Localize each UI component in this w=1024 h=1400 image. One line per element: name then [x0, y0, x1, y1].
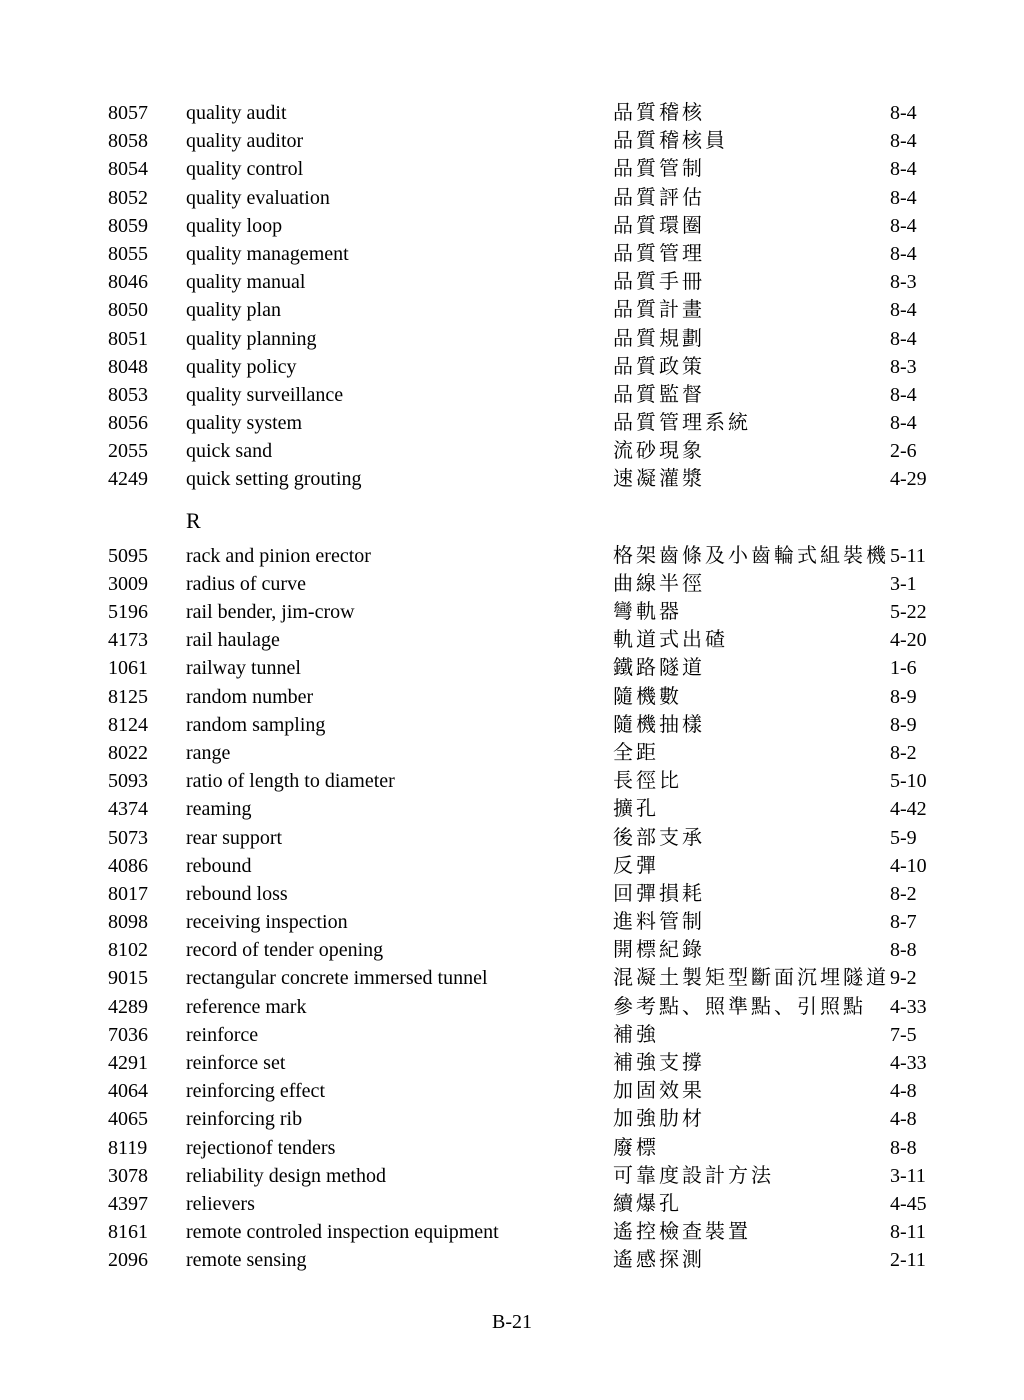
glossary-row: [0, 852, 1024, 880]
term-english: reinforcing effect: [186, 1080, 325, 1103]
term-chinese: 格架齒條及小齒輪式組裝機: [613, 544, 889, 567]
glossary-row: [0, 1246, 1024, 1274]
term-page-ref: 4-33: [890, 1052, 927, 1074]
glossary-row: [0, 683, 1024, 711]
term-chinese: 開標紀錄: [613, 939, 705, 962]
term-english: relievers: [186, 1192, 255, 1215]
term-page-ref: 4-10: [890, 854, 927, 877]
term-id: 8051: [108, 327, 148, 350]
term-page-ref: 4-8: [890, 1108, 917, 1131]
term-english: quality plan: [186, 299, 281, 322]
term-id: 4397: [108, 1192, 148, 1215]
term-english: reference mark: [186, 995, 307, 1018]
term-english: quality policy: [186, 355, 297, 378]
term-id: 4374: [108, 798, 148, 821]
term-page-ref: 8-2: [890, 882, 917, 905]
term-id: 8102: [108, 939, 148, 962]
term-english: random sampling: [186, 713, 326, 736]
term-chinese: 品質評估: [613, 186, 705, 209]
glossary-row: [0, 1218, 1024, 1246]
term-page-ref: 4-29: [890, 468, 927, 491]
term-chinese: 回彈損耗: [613, 882, 705, 905]
term-page-ref: 4-33: [890, 995, 927, 1018]
term-chinese: 隨機數: [613, 685, 682, 708]
glossary-row: [0, 880, 1024, 908]
term-english: quick setting grouting: [186, 468, 362, 491]
glossary-row: [0, 127, 1024, 155]
term-id: 8059: [108, 214, 148, 237]
term-chinese: 品質管制: [613, 158, 705, 181]
term-page-ref: 3-11: [890, 1164, 926, 1187]
term-id: 8055: [108, 242, 148, 265]
term-english: quality manual: [186, 271, 306, 294]
term-id: 2055: [108, 440, 148, 463]
term-page-ref: 8-4: [890, 412, 917, 435]
term-chinese: 速凝灌漿: [613, 468, 705, 491]
term-chinese: 品質管理系統: [613, 412, 751, 435]
glossary-row: [0, 409, 1024, 437]
term-page-ref: 3-1: [890, 572, 917, 595]
term-id: 8058: [108, 130, 148, 153]
glossary-row: [0, 1049, 1024, 1077]
term-english: remote sensing: [186, 1249, 307, 1272]
term-page-ref: 1-6: [890, 657, 917, 680]
term-page-ref: 5-9: [890, 826, 917, 849]
term-page-ref: 8-4: [890, 242, 917, 265]
term-english: receiving inspection: [186, 911, 348, 934]
glossary-row: [0, 155, 1024, 183]
term-page-ref: 5-22: [890, 601, 927, 623]
term-page-ref: 8-3: [890, 355, 917, 378]
term-id: 4064: [108, 1080, 148, 1103]
term-page-ref: 8-4: [890, 102, 917, 124]
term-chinese: 品質政策: [613, 355, 705, 378]
term-chinese: 鐵路隧道: [613, 657, 705, 680]
term-page-ref: 8-4: [890, 299, 917, 322]
term-english: reaming: [186, 798, 252, 821]
term-page-ref: 8-2: [890, 741, 917, 764]
term-chinese: 品質規劃: [613, 327, 705, 350]
term-page-ref: 9-2: [890, 967, 917, 990]
term-chinese: 參考點、照準點、引照點: [613, 995, 866, 1018]
term-id: 4289: [108, 995, 148, 1018]
glossary-row: [0, 381, 1024, 409]
term-chinese: 品質手冊: [613, 271, 705, 294]
term-english: quality planning: [186, 327, 317, 350]
term-id: 8052: [108, 186, 148, 209]
term-chinese: 加固效果: [613, 1080, 705, 1103]
glossary-row: [0, 1162, 1024, 1190]
term-chinese: 續爆孔: [613, 1192, 682, 1215]
term-english: random number: [186, 685, 314, 708]
glossary-row: [0, 1105, 1024, 1133]
term-page-ref: 8-8: [890, 939, 917, 962]
term-page-ref: 4-8: [890, 1080, 917, 1103]
term-english: quality control: [186, 158, 304, 181]
term-chinese: 品質環圈: [613, 214, 705, 237]
term-page-ref: 8-9: [890, 685, 917, 708]
term-id: 4249: [108, 468, 148, 491]
term-id: 8017: [108, 882, 148, 905]
glossary-row: [0, 1190, 1024, 1218]
term-english: reliability design method: [186, 1164, 386, 1187]
term-page-ref: 7-5: [890, 1023, 917, 1046]
term-english: record of tender opening: [186, 939, 384, 962]
term-english: rectangular concrete immersed tunnel: [186, 967, 488, 990]
term-english: ratio of length to diameter: [186, 770, 395, 793]
glossary-row: [0, 353, 1024, 381]
glossary-row: [0, 465, 1024, 493]
glossary-row: [0, 1134, 1024, 1162]
term-page-ref: 8-11: [890, 1221, 926, 1244]
term-page-ref: 4-45: [890, 1192, 927, 1215]
term-id: 2096: [108, 1249, 148, 1272]
glossary-row: [0, 240, 1024, 268]
term-english: quality system: [186, 412, 303, 435]
term-page-ref: 2-11: [890, 1249, 926, 1272]
term-page-ref: 8-7: [890, 911, 917, 934]
term-id: 8057: [108, 102, 148, 124]
glossary-row: [0, 936, 1024, 964]
glossary-row: [0, 325, 1024, 353]
term-id: 8050: [108, 299, 148, 322]
term-id: 8046: [108, 271, 148, 294]
glossary-content: [0, 99, 1024, 1336]
term-chinese: 可靠度設計方法: [613, 1164, 774, 1187]
term-id: 8161: [108, 1221, 148, 1244]
term-chinese: 品質監督: [613, 383, 705, 406]
term-english: railway tunnel: [186, 657, 301, 680]
term-id: 4173: [108, 629, 148, 652]
term-chinese: 彎軌器: [613, 601, 682, 623]
term-id: 8124: [108, 713, 148, 736]
glossary-row: [0, 711, 1024, 739]
term-page-ref: 8-4: [890, 327, 917, 350]
glossary-row: [0, 296, 1024, 324]
term-chinese: 混凝土製矩型斷面沉埋隧道: [613, 967, 889, 990]
glossary-row: [0, 542, 1024, 570]
term-id: 8054: [108, 158, 148, 181]
term-chinese: 曲線半徑: [613, 572, 705, 595]
term-chinese: 加強肋材: [613, 1108, 705, 1131]
term-english: radius of curve: [186, 572, 306, 595]
term-page-ref: 4-42: [890, 798, 927, 821]
glossary-row: [0, 1021, 1024, 1049]
glossary-row: [0, 570, 1024, 598]
term-chinese: 全距: [613, 741, 659, 764]
term-english: quality management: [186, 242, 349, 265]
term-page-ref: 4-20: [890, 629, 927, 652]
term-id: 7036: [108, 1023, 148, 1046]
term-id: 9015: [108, 967, 148, 990]
term-page-ref: 8-4: [890, 186, 917, 209]
term-page-ref: 2-6: [890, 440, 917, 463]
glossary-row: [0, 184, 1024, 212]
term-chinese: 品質管理: [613, 242, 705, 265]
term-english: rack and pinion erector: [186, 544, 371, 567]
term-id: 5095: [108, 544, 148, 567]
term-id: 8056: [108, 412, 148, 435]
term-chinese: 品質稽核: [613, 102, 705, 124]
term-english: quality auditor: [186, 130, 304, 153]
term-chinese: 流砂現象: [613, 440, 705, 463]
section-r-header: R: [186, 507, 201, 533]
glossary-row: [0, 99, 1024, 127]
section-r-rows: [0, 542, 1024, 1275]
term-chinese: 品質稽核員: [613, 130, 728, 153]
term-id: 3078: [108, 1164, 148, 1187]
term-chinese: 軌道式出碴: [613, 629, 728, 652]
term-chinese: 遙控檢查裝置: [613, 1221, 751, 1244]
term-english: quality evaluation: [186, 186, 330, 209]
term-id: 5196: [108, 601, 148, 623]
term-english: quality loop: [186, 214, 283, 237]
term-chinese: 後部支承: [613, 826, 705, 849]
term-chinese: 擴孔: [613, 798, 659, 821]
term-id: 3009: [108, 572, 148, 595]
glossary-row: [0, 1077, 1024, 1105]
glossary-row: [0, 739, 1024, 767]
glossary-row: [0, 654, 1024, 682]
term-english: reinforce: [186, 1023, 259, 1046]
term-page-ref: 8-9: [890, 713, 917, 736]
term-chinese: 廢標: [613, 1136, 659, 1159]
glossary-row: [0, 964, 1024, 992]
glossary-row: [0, 795, 1024, 823]
term-page-ref: 5-10: [890, 770, 927, 793]
term-page-ref: 8-8: [890, 1136, 917, 1159]
term-id: 1061: [108, 657, 148, 680]
term-id: 4065: [108, 1108, 148, 1131]
term-english: rebound loss: [186, 882, 288, 905]
glossary-row: [0, 437, 1024, 465]
glossary-row: [0, 767, 1024, 795]
term-id: 8048: [108, 355, 148, 378]
term-english: rail haulage: [186, 629, 280, 652]
term-chinese: 長徑比: [613, 770, 682, 793]
section-q-rows: [0, 99, 1024, 494]
term-chinese: 進料管制: [613, 911, 705, 934]
term-page-ref: 8-4: [890, 383, 917, 406]
term-chinese: 遙感探測: [613, 1249, 705, 1272]
glossary-row: [0, 212, 1024, 240]
term-page-ref: 8-4: [890, 158, 917, 181]
glossary-row: [0, 268, 1024, 296]
term-page-ref: 8-3: [890, 271, 917, 294]
term-id: 4291: [108, 1052, 148, 1074]
glossary-row: [0, 908, 1024, 936]
term-english: quality audit: [186, 102, 287, 124]
term-english: quality surveillance: [186, 383, 344, 406]
glossary-row: [0, 626, 1024, 654]
term-id: 8022: [108, 741, 148, 764]
term-page-ref: 8-4: [890, 130, 917, 153]
term-id: 5093: [108, 770, 148, 793]
term-english: range: [186, 741, 231, 764]
glossary-row: [0, 598, 1024, 626]
term-id: 5073: [108, 826, 148, 849]
term-id: 4086: [108, 854, 148, 877]
term-english: reinforcing rib: [186, 1108, 303, 1131]
term-page-ref: 8-4: [890, 214, 917, 237]
term-id: 8119: [108, 1136, 148, 1159]
term-english: rear support: [186, 826, 283, 849]
term-id: 8125: [108, 685, 148, 708]
glossary-row: [0, 824, 1024, 852]
term-id: 8098: [108, 911, 148, 934]
term-english: remote controled inspection equipment: [186, 1221, 499, 1244]
term-id: 8053: [108, 383, 148, 406]
term-english: reinforce set: [186, 1052, 286, 1074]
term-chinese: 品質計畫: [613, 299, 705, 322]
term-english: quick sand: [186, 440, 273, 463]
term-chinese: 隨機抽樣: [613, 713, 705, 736]
term-page-ref: 5-11: [890, 544, 926, 567]
term-chinese: 補強: [613, 1023, 659, 1046]
term-english: rejectionof tenders: [186, 1136, 336, 1159]
term-chinese: 補強支撐: [613, 1052, 705, 1074]
page-number: B-21: [492, 1310, 532, 1333]
glossary-row: [0, 993, 1024, 1021]
term-english: rebound: [186, 854, 252, 877]
term-chinese: 反彈: [613, 854, 659, 877]
term-english: rail bender, jim-crow: [186, 601, 355, 623]
